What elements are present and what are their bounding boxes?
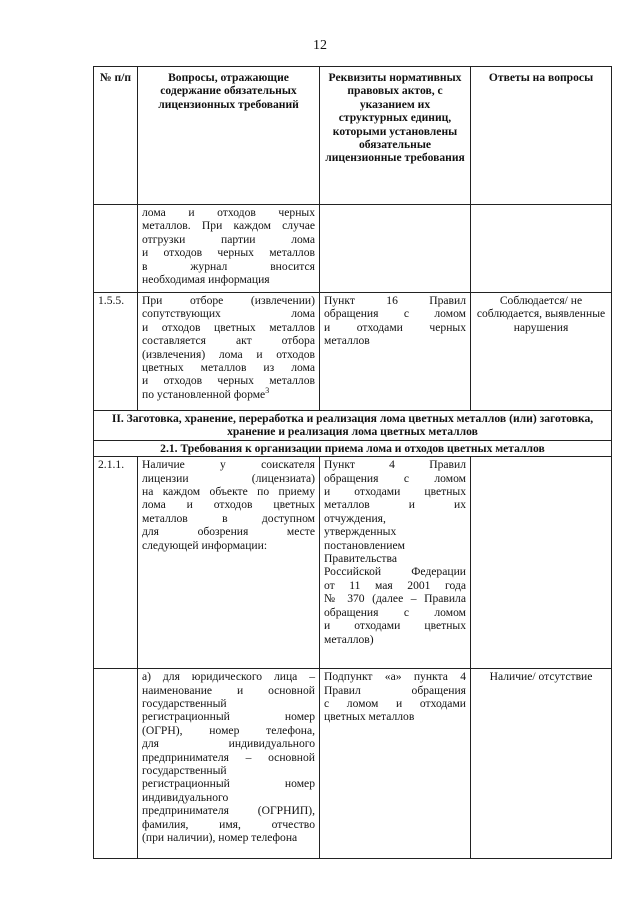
answer-cell: Наличие/ отсутствие [471, 669, 612, 859]
text-line: металлов. При каждом случае [142, 219, 315, 233]
table-row [94, 669, 612, 859]
text-line: лома и отходов черных [142, 206, 315, 219]
footnote-mark: 3 [265, 385, 270, 395]
reference-cell [320, 293, 471, 411]
question-cell [138, 205, 320, 293]
text-line: от 11 мая 2001 года [324, 578, 466, 592]
row-number-cell: 1.5.5. [94, 293, 138, 411]
text-line: фамилия, имя, отчество [142, 817, 315, 831]
text-line: наименование и основной [142, 683, 315, 697]
row-number-cell [94, 669, 138, 859]
section-title: II. Заготовка, хранение, переработка и реализация лома цветных металлов (или) заготовка, хранение и реализация лома цветных металлов [94, 411, 612, 441]
text-line: металлов и их [324, 498, 466, 512]
text-line: и отходов черных металлов [142, 246, 315, 260]
question-cell [138, 457, 320, 669]
text-line: предпринимателя (ОГРНИП), [142, 804, 315, 818]
header-questions: Вопросы, отражающие содержание обязательных лицензионных требований [138, 67, 320, 205]
text-line: металлов [324, 334, 370, 348]
text-line: Правительства [324, 552, 397, 566]
question-cell [138, 669, 320, 859]
text-line: предпринимателя – основной [142, 750, 315, 764]
text-line: обращения с ломом [324, 471, 466, 485]
reference-cell [320, 457, 471, 669]
text-line: обращения с ломом [324, 605, 466, 619]
text-line: цветных металлов [324, 710, 415, 724]
text-line: и отходов цветных металлов [142, 320, 315, 334]
text-line: для обозрения месте [142, 525, 315, 539]
text-line: (при наличии), номер телефона [142, 831, 298, 845]
text-line: При отборе (извлечении) [142, 294, 315, 307]
table-row [94, 205, 612, 293]
text-line: и отходов черных металлов [142, 374, 315, 388]
text-line: лома и отходов цветных [142, 498, 315, 512]
text-line: металлов) [324, 632, 374, 646]
text-line: № 370 (далее – Правила [324, 592, 466, 606]
text-line: государственный [142, 697, 227, 711]
text-line: утвержденных [324, 525, 397, 539]
question-cell [138, 293, 320, 411]
text-line [142, 385, 315, 401]
header-answers: Ответы на вопросы [471, 67, 612, 205]
text-line: отчуждения, [324, 511, 386, 525]
table-row [94, 293, 612, 411]
text-line: лицензии (лицензиата) [142, 471, 315, 485]
subsection-header-row [94, 440, 612, 456]
text-line: отгрузки партии лома [142, 232, 315, 246]
text-line: (извлечения) лома и отходов [142, 347, 315, 361]
text-line: на каждом объекте по приему [142, 485, 315, 499]
text-line: необходимая информация [142, 273, 270, 287]
text-line: Подпункт «а» пункта 4 [324, 670, 466, 684]
text-line: Наличие у соискателя [142, 458, 315, 472]
text-line: и отходами цветных [324, 619, 466, 633]
text-line: в журнал вносится [142, 259, 315, 273]
row-number-cell: 2.1.1. [94, 457, 138, 669]
page-number: 12 [313, 38, 327, 53]
text-line: цветных металлов из лома [142, 361, 315, 375]
text-line: Правил обращения [324, 683, 466, 697]
text-line: Пункт 16 Правил [324, 294, 466, 307]
table-row [94, 457, 612, 669]
text-line: с ломом и отходами [324, 697, 466, 711]
table-header-row [94, 67, 612, 205]
text-line: постановлением [324, 538, 405, 552]
text-fragment: по установленной форме [142, 387, 266, 401]
reference-cell [320, 205, 471, 293]
text-line: регистрационный номер [142, 710, 315, 724]
text-line: для индивидуального [142, 737, 315, 751]
text-line: государственный [142, 764, 227, 778]
answer-cell: Соблюдается/ не соблюдается, выявленные нарушения [471, 293, 612, 411]
text-line: металлов в доступном [142, 511, 315, 525]
section-header-row [94, 411, 612, 441]
text-line: индивидуального [142, 790, 229, 804]
text-line: сопутствующих лома [142, 307, 315, 321]
subsection-title: 2.1. Требования к организации приема лома и отходов цветных металлов [94, 440, 612, 456]
answer-cell [471, 205, 612, 293]
reference-cell [320, 669, 471, 859]
answer-cell [471, 457, 612, 669]
text-line: а) для юридического лица – [142, 670, 315, 684]
text-line: и отходами черных [324, 320, 466, 334]
text-line: и отходами цветных [324, 485, 466, 499]
text-line: составляется акт отбора [142, 334, 315, 348]
text-line: следующей информации: [142, 538, 268, 552]
text-line: Российской Федерации [324, 565, 466, 579]
header-number: № п/п [94, 67, 138, 205]
license-requirements-table [93, 66, 612, 859]
text-line: Пункт 4 Правил [324, 458, 466, 472]
text-line: (ОГРН), номер телефона, [142, 723, 315, 737]
text-line: регистрационный номер [142, 777, 315, 791]
header-references: Реквизиты нормативных правовых актов, с указанием их структурных единиц, которыми установлены обязательные лицензионные требования [320, 67, 471, 205]
text-line: обращения с ломом [324, 307, 466, 321]
row-number-cell [94, 205, 138, 293]
